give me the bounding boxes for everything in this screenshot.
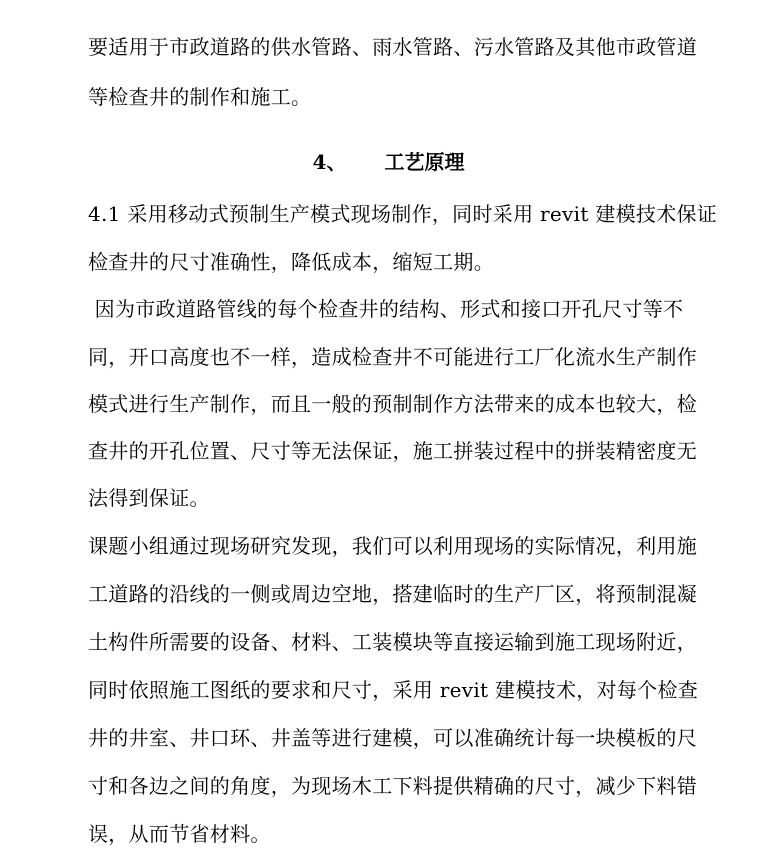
para-reason-line-1: 因为市政道路管线的每个检查井的结构、形式和接口开孔尺寸等不 xyxy=(88,297,684,321)
para-reason-line-3: 模式进行生产制作，而且一般的预制制作方法带来的成本也较大，检 xyxy=(88,392,697,416)
intro-line-1: 要适用于市政道路的供水管路、雨水管路、污水管路及其他市政管道 xyxy=(88,35,697,59)
para-reason-line-4: 查井的开孔位置、尺寸等无法保证，施工拼装过程中的拼装精密度无 xyxy=(88,439,697,463)
section-title: 工艺原理 xyxy=(384,150,465,174)
para-research-line-5: 井的井室、井口环、井盖等进行建模，可以准确统计每一块模板的尺 xyxy=(88,726,697,750)
para-research-line-7: 误，从而节省材料。 xyxy=(88,822,271,846)
para-research-line-3: 土构件所需要的设备、材料、工装模块等直接运输到施工现场附近， xyxy=(88,630,697,654)
intro-line-2: 等检查井的制作和施工。 xyxy=(88,85,312,109)
para-reason-line-5: 法得到保证。 xyxy=(88,486,210,510)
para-4-1-line-2: 检查井的尺寸准确性，降低成本，缩短工期。 xyxy=(88,250,494,274)
para-research-line-1: 课题小组通过现场研究发现，我们可以利用现场的实际情况，利用施 xyxy=(88,534,697,558)
para-research-line-2: 工道路的沿线的一侧或周边空地，搭建临时的生产厂区，将预制混凝 xyxy=(88,582,697,606)
para-reason-line-2: 同，开口高度也不一样，造成检查井不可能进行工厂化流水生产制作 xyxy=(88,345,697,369)
para-4-1-line-1: 4.1 采用移动式预制生产模式现场制作，同时采用 revit 建模技术保证 xyxy=(88,202,718,226)
para-research-line-4: 同时依照施工图纸的要求和尺寸，采用 revit 建模技术，对每个检查 xyxy=(88,678,699,702)
para-research-line-6: 寸和各边之间的角度，为现场木工下料提供精确的尺寸，减少下料错 xyxy=(88,774,697,798)
section-number: 4、 xyxy=(312,150,347,174)
section-heading xyxy=(0,148,777,176)
